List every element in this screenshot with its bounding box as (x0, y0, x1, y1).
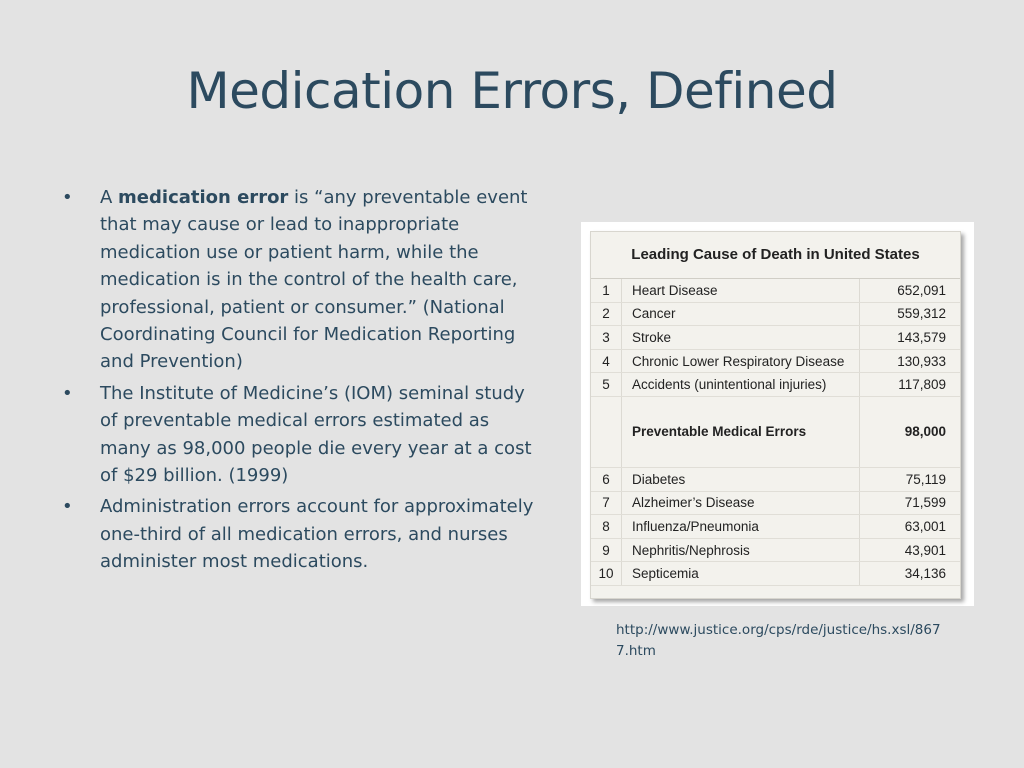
bullet-item (62, 184, 542, 376)
deaths-cell: 143,579 (860, 326, 961, 350)
deaths-cell: 63,001 (860, 515, 961, 539)
table-row-highlight (591, 396, 960, 467)
cause-cell: Heart Disease (622, 279, 860, 302)
table-row (591, 562, 960, 586)
table-panel (590, 231, 961, 599)
deaths-cell: 117,809 (860, 373, 961, 397)
deaths-cell: 71,599 (860, 491, 961, 515)
deaths-cell: 652,091 (860, 279, 961, 302)
slide-title: Medication Errors, Defined (186, 62, 838, 120)
table-heading: Leading Cause of Death in United States (591, 232, 960, 279)
rank-cell: 1 (591, 279, 622, 302)
table-row (591, 538, 960, 562)
bullet-text: The Institute of Medicine’s (IOM) seminal study of preventable medical errors estimated as many as 98,000 people die every year at a cost of $29 billion. (1999) (100, 382, 532, 487)
table-row (591, 326, 960, 350)
table-row (591, 491, 960, 515)
table-row (591, 349, 960, 373)
rank-cell: 10 (591, 562, 622, 586)
deaths-cell: 98,000 (860, 396, 961, 467)
rank-cell: 3 (591, 326, 622, 350)
cause-cell: Stroke (622, 326, 860, 350)
bullet-term: medication error (118, 187, 289, 208)
cause-cell: Chronic Lower Respiratory Disease (622, 349, 860, 373)
rank-cell: 4 (591, 349, 622, 373)
table-row (591, 373, 960, 397)
cause-cell: Influenza/Pneumonia (622, 515, 860, 539)
deaths-cell: 130,933 (860, 349, 961, 373)
cause-cell: Diabetes (622, 467, 860, 491)
deaths-cell: 559,312 (860, 302, 961, 326)
table-row (591, 467, 960, 491)
rank-cell (591, 396, 622, 467)
cause-cell: Accidents (unintentional injuries) (622, 373, 860, 397)
cause-cell: Preventable Medical Errors (622, 396, 860, 467)
rank-cell: 9 (591, 538, 622, 562)
cause-cell: Alzheimer’s Disease (622, 491, 860, 515)
rank-cell: 6 (591, 467, 622, 491)
rank-cell: 8 (591, 515, 622, 539)
cause-cell: Septicemia (622, 562, 860, 586)
bullet-marker: • (62, 187, 73, 208)
bullet-list (62, 184, 542, 580)
cause-cell: Cancer (622, 302, 860, 326)
bullet-text: Administration errors account for approximately one-third of all medication errors, and nurses administer most medications. (100, 496, 534, 573)
rank-cell: 2 (591, 302, 622, 326)
rank-cell: 7 (591, 491, 622, 515)
deaths-cell: 43,901 (860, 538, 961, 562)
table-row (591, 515, 960, 539)
deaths-cell: 75,119 (860, 467, 961, 491)
death-causes-table-image (581, 222, 974, 606)
bullet-text-rest: is “any preventable event that may cause or lead to inappropriate medication use or patient harm, while the medication is in the control of the health care, professional, patient or consumer.” (National Coordinating Council for Medication Reporting and Prevention) (100, 187, 528, 373)
bullet-marker: • (62, 496, 73, 518)
table-row (591, 279, 960, 302)
death-causes-table (591, 279, 960, 586)
table-row (591, 302, 960, 326)
bullet-marker: • (62, 382, 73, 404)
bullet-text-prefix: A (100, 187, 119, 208)
cause-cell: Nephritis/Nephrosis (622, 538, 860, 562)
deaths-cell: 34,136 (860, 562, 961, 586)
source-citation: http://www.justice.org/cps/rde/justice/hs.xsl/8677.htm (616, 622, 941, 659)
rank-cell: 5 (591, 373, 622, 397)
bullet-item (62, 380, 542, 490)
bullet-item (62, 493, 542, 575)
